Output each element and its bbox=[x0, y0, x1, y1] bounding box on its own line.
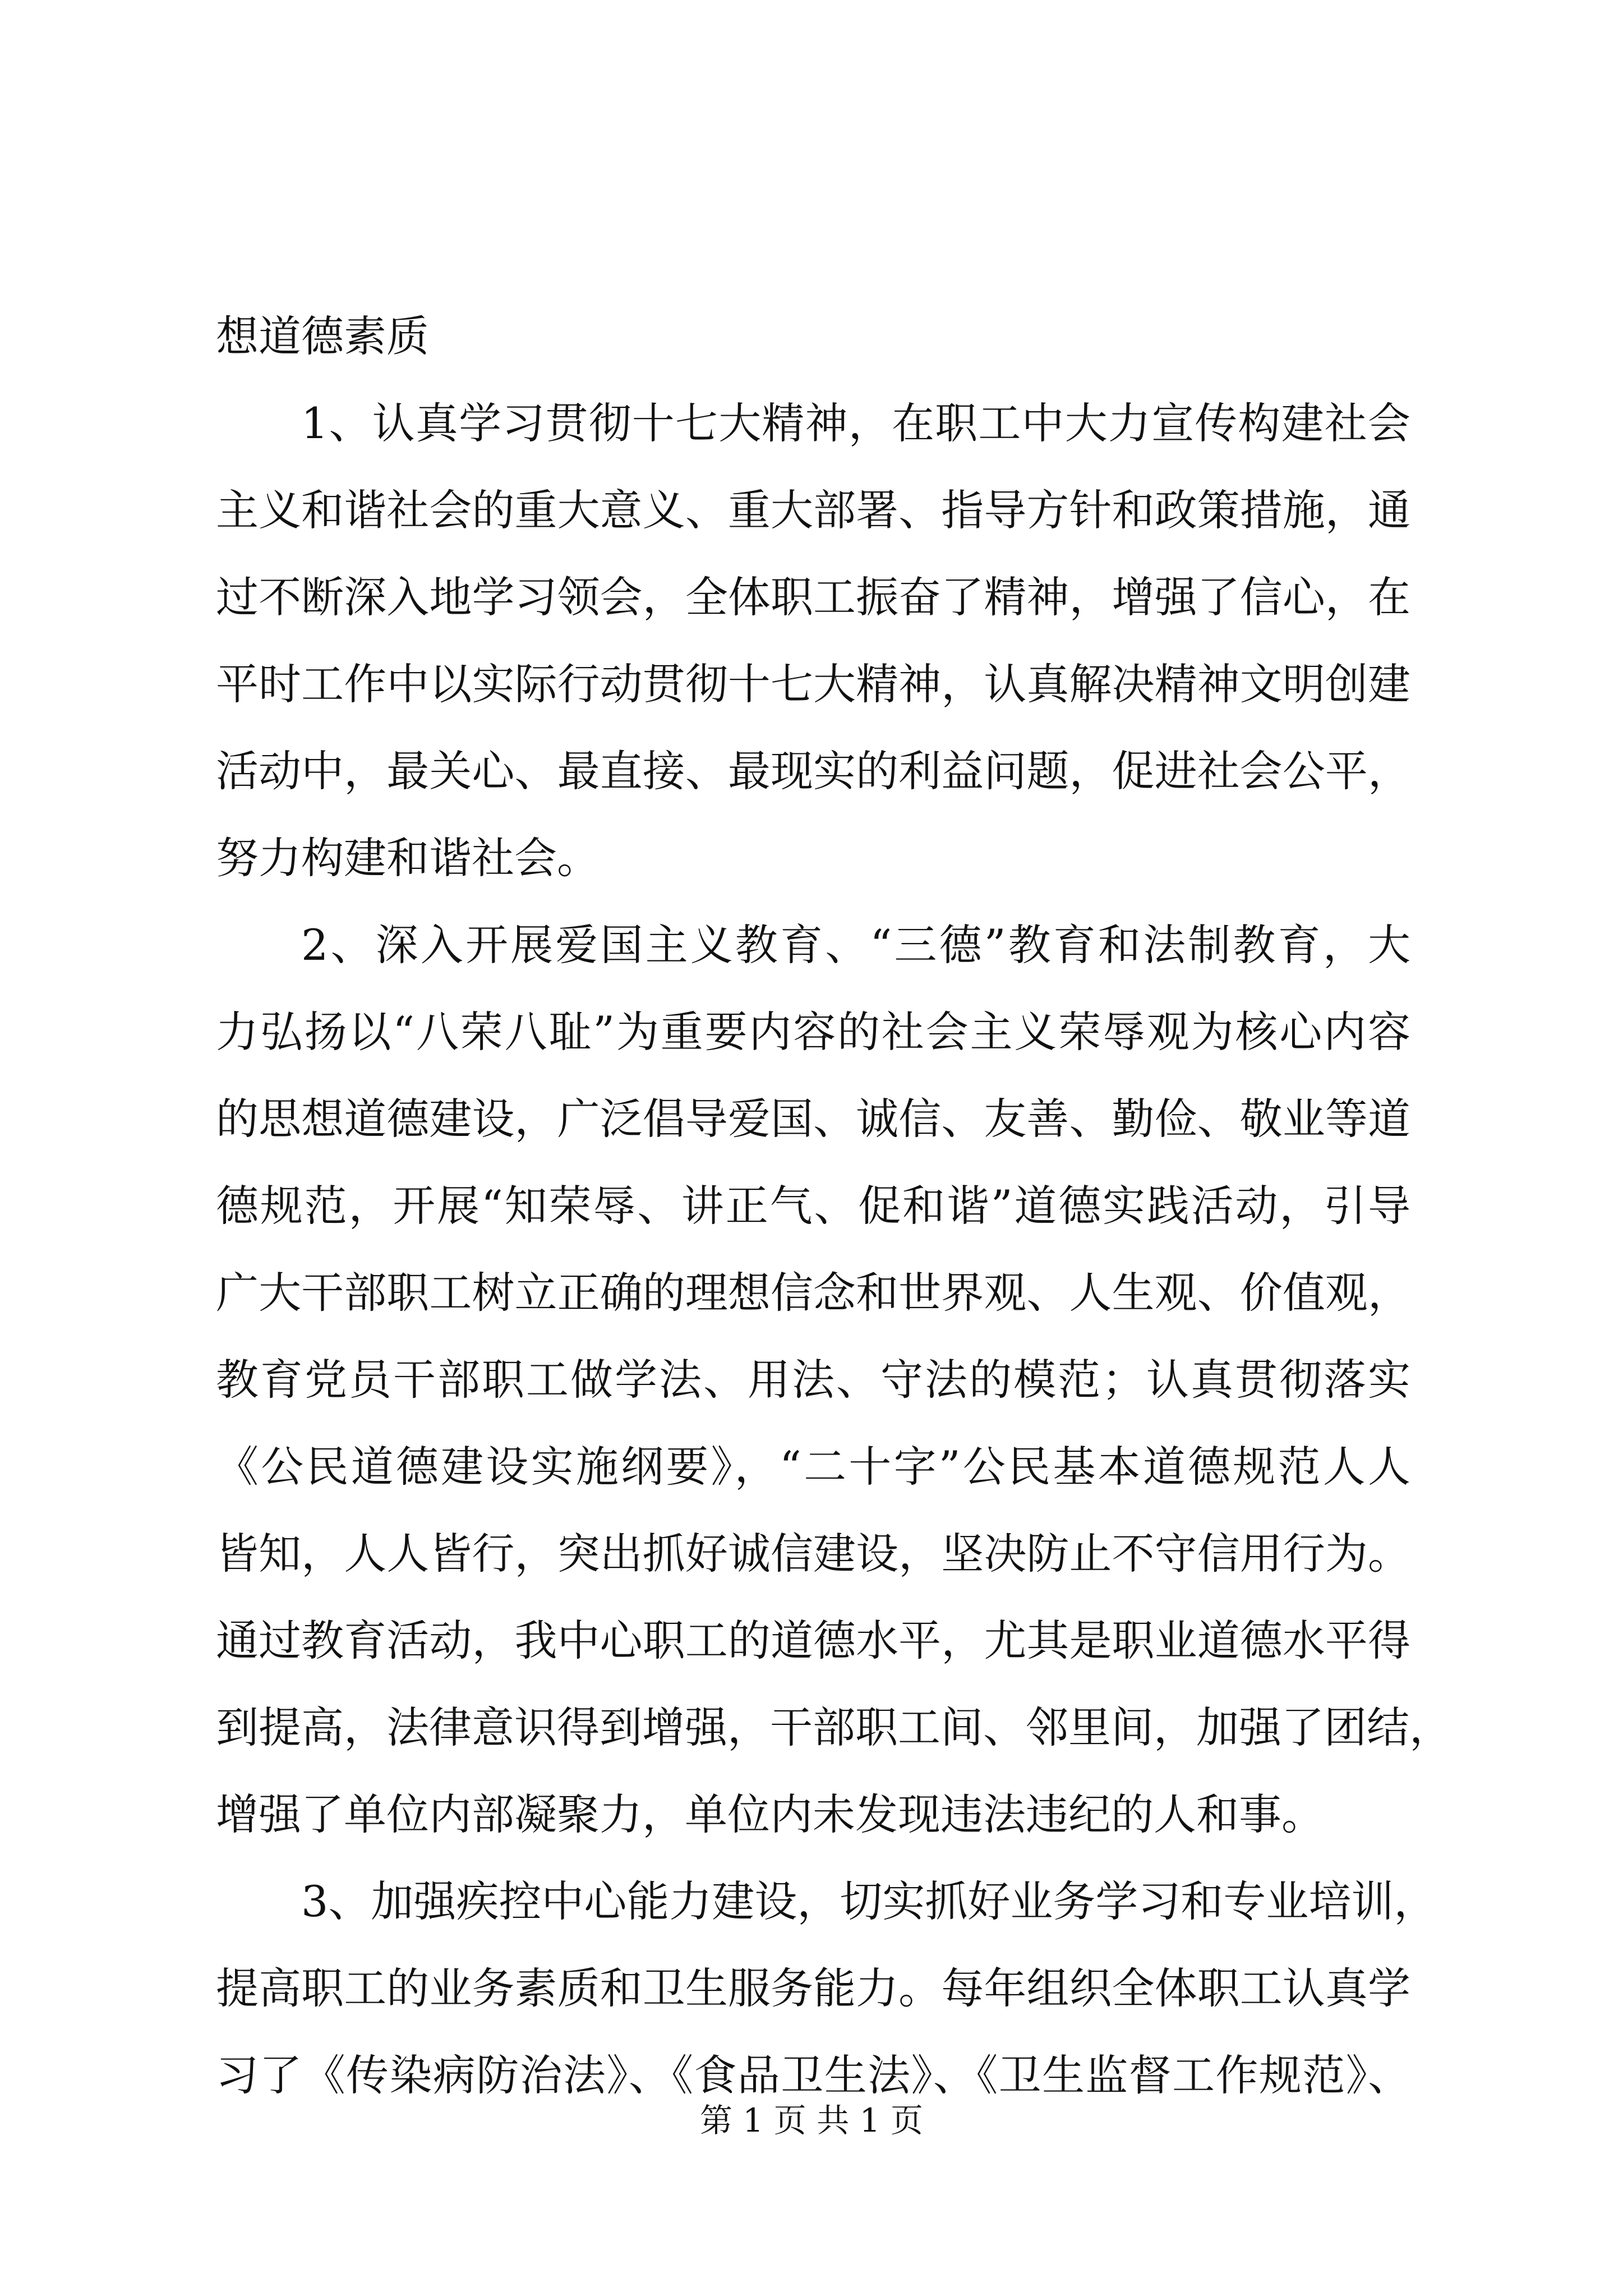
text-line: 努力构建和谐社会。 bbox=[216, 833, 600, 883]
text-line: 增强了单位内部凝聚力，单位内未发现违法违纪的人和事。 bbox=[216, 1789, 1324, 1839]
text-line: 提高职工的业务素质和卫生服务能力。每年组织全体职工认真学 bbox=[216, 1963, 1410, 2013]
text-line: 《公民道德建设实施纲要》，“二十字”公民基本道德规范人人 bbox=[216, 1442, 1410, 1492]
paragraph-1-first-line: 1、认真学习贯彻十七大精神，在职工中大力宣传构建社会 bbox=[301, 398, 1410, 448]
text-line-continuation: 想道德素质 bbox=[216, 311, 429, 361]
text-line: 到提高，法律意识得到增强，干部职工间、邻里间，加强了团结， bbox=[216, 1703, 1452, 1752]
paragraph-3-first-line: 3、加强疾控中心能力建设，切实抓好业务学习和专业培训， bbox=[301, 1876, 1437, 1926]
text-line: 的思想道德建设，广泛倡导爱国、诚信、友善、勤俭、敬业等道 bbox=[216, 1094, 1410, 1144]
text-line: 通过教育活动，我中心职工的道德水平，尤其是职业道德水平得 bbox=[216, 1616, 1410, 1665]
text-line: 过不断深入地学习领会，全体职工振奋了精神，增强了信心，在 bbox=[216, 572, 1410, 622]
document-body bbox=[216, 293, 1452, 2119]
paragraph-2-first-line: 2、深入开展爱国主义教育、“三德”教育和法制教育，大 bbox=[301, 920, 1410, 970]
text-line: 德规范，开展“知荣辱、讲正气、促和谐”道德实践活动，引导 bbox=[216, 1181, 1410, 1231]
text-line: 主义和谐社会的重大意义、重大部署、指导方针和政策措施，通 bbox=[216, 485, 1410, 535]
page-number-label: 第 1 页 共 1 页 bbox=[700, 2101, 923, 2139]
text-line: 活动中，最关心、最直接、最现实的利益问题，促进社会公平， bbox=[216, 746, 1410, 796]
text-line: 力弘扬以“八荣八耻”为重要内容的社会主义荣辱观为核心内容 bbox=[216, 1007, 1410, 1057]
text-line: 教育党员干部职工做学法、用法、守法的模范；认真贯彻落实 bbox=[216, 1355, 1410, 1405]
text-line: 皆知，人人皆行，突出抓好诚信建设，坚决防止不守信用行为。 bbox=[216, 1529, 1410, 1579]
text-line: 平时工作中以实际行动贯彻十七大精神，认真解决精神文明创建 bbox=[216, 659, 1410, 709]
text-line: 习了《传染病防治法》、《食品卫生法》、《卫生监督工作规范》、 bbox=[216, 2050, 1410, 2100]
page-footer bbox=[0, 2098, 1623, 2143]
text-line: 广大干部职工树立正确的理想信念和世界观、人生观、价值观， bbox=[216, 1268, 1410, 1318]
